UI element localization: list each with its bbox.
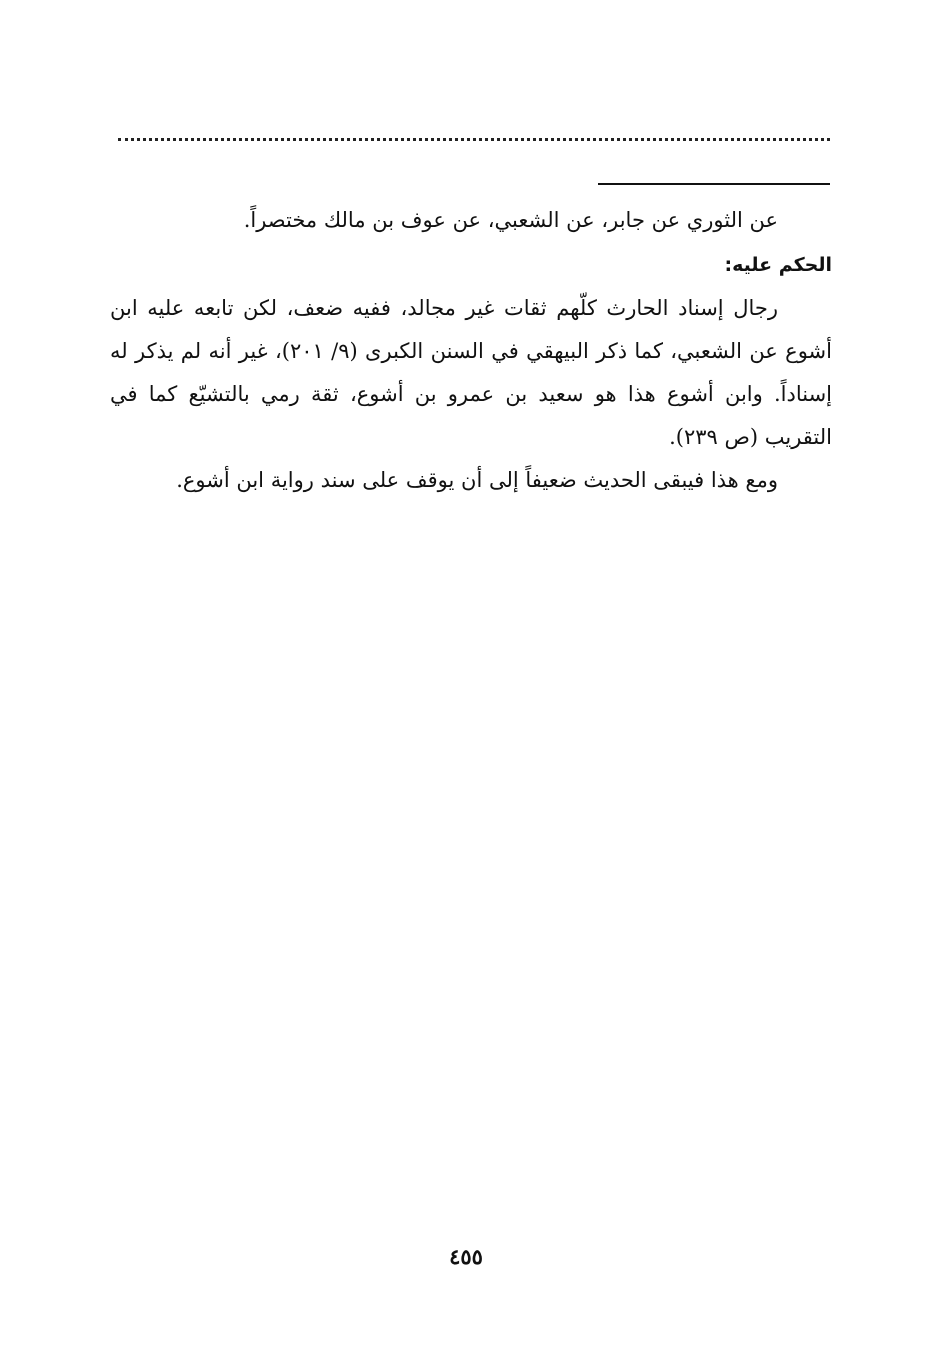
ruling-heading: الحكم عليه:: [724, 254, 832, 276]
paragraph-line-1: رجال إسناد الحارث كلّهم ثقات غير مجالد، ففيه ضعف، لكن تابعه عليه ابن: [110, 296, 778, 320]
paragraph-line-4: التقريب (ص ٢٣٩).: [669, 425, 832, 449]
footnote-separator-line: [598, 183, 830, 185]
dotted-separator: [118, 138, 830, 141]
page-number: ٤٥٥: [449, 1244, 483, 1269]
footnote-line: عن الثوري عن جابر، عن الشعبي، عن عوف بن مالك مختصراً.: [243, 208, 778, 232]
paragraph-line-3: إسناداً. وابن أشوع هذا هو سعيد بن عمرو بن أشوع، ثقة رمي بالتشيّع كما في: [110, 382, 832, 406]
paragraph-line-2: أشوع عن الشعبي، كما ذكر البيهقي في السنن الكبرى (٩/ ٢٠١)، غير أنه لم يذكر له: [110, 339, 832, 363]
conclusion-line: ومع هذا فيبقى الحديث ضعيفاً إلى أن يوقف على سند رواية ابن أشوع.: [176, 468, 778, 492]
